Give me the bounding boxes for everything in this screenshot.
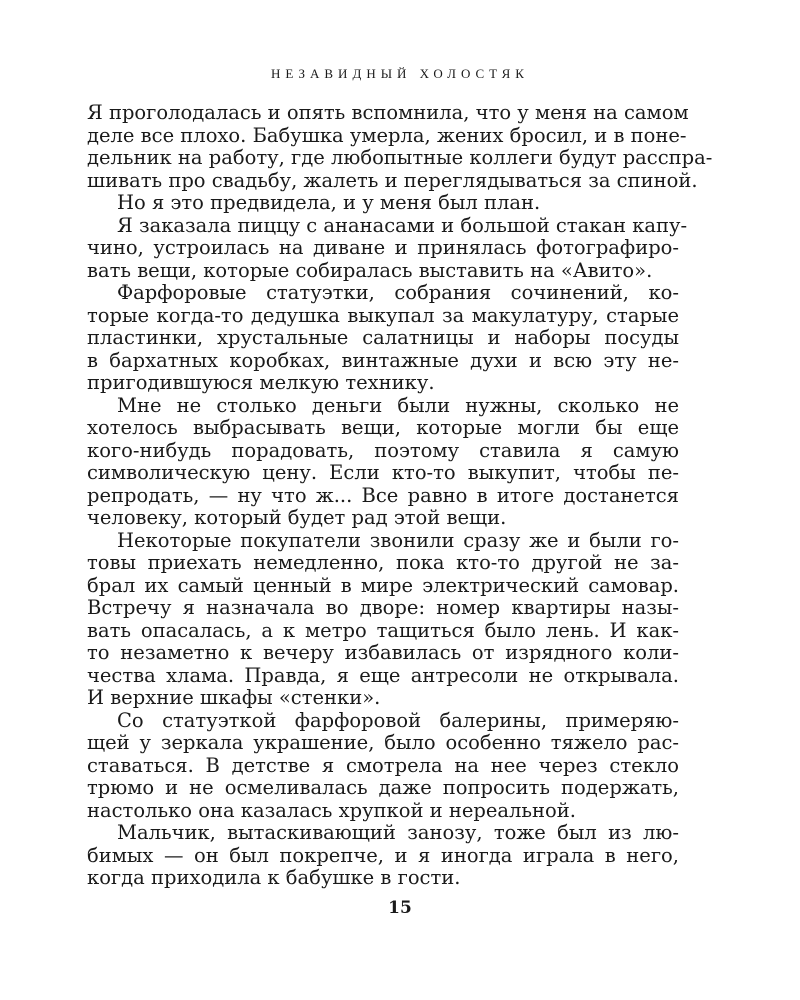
page-number: 15 (388, 898, 412, 918)
text-line: щей у зеркала украшение, было особенно тяжело рас- (87, 731, 679, 754)
text-line: ставаться. В детстве я смотрела на нее через стекло (87, 753, 679, 777)
running-head: НЕЗАВИДНЫЙ ХОЛОСТЯК (271, 66, 529, 81)
text-line: кого-нибудь порадовать, поэтому ставила я самую (87, 438, 679, 462)
text-line: Некоторые покупатели звонили сразу же и были го- (117, 528, 679, 552)
text-line: вать вещи, которые собиралась выставить на «Авито». (87, 258, 653, 282)
text-line: пригодившуюся мелкую технику. (87, 371, 435, 394)
text-line: Со статуэткой фарфоровой балерины, примеряю- (117, 708, 679, 732)
text-line: Мне не столько деньги были нужны, сколько не (117, 393, 679, 417)
text-line: Мальчик, вытаскивающий занозу, тоже был из лю- (117, 821, 679, 844)
text-line: вать опасалась, а к метро тащиться было лень. И как- (87, 618, 679, 642)
text-line: торые когда-то дедушка выкупал за макулатуру, старые (87, 303, 679, 327)
text-line: И верхние шкафы «стенки». (87, 686, 381, 709)
text-line: Фарфоровые статуэтки, собрания сочинений, ко- (117, 281, 679, 304)
body-text (87, 101, 713, 890)
text-line: Но я это предвидела, и у меня был план. (117, 191, 541, 214)
text-line: Я проголодалась и опять вспомнила, что у меня на самом (87, 101, 689, 124)
text-line: брал их самый ценный в мире электрический самовар. (87, 573, 679, 597)
text-line: шивать про свадьбу, жалеть и переглядываться за спиной. (87, 168, 698, 192)
text-line: репродать, — ну что ж... Все равно в итоге достанется (87, 483, 679, 507)
text-line: чества хлама. Правда, я еще антресоли не открывала. (87, 663, 679, 687)
text-line: Я заказала пиццу с ананасами и большой стакан капу- (117, 213, 688, 237)
text-line: товы приехать немедленно, пока кто-то другой не за- (87, 551, 679, 574)
text-line: дельник на работу, где любопытные коллеги будут расспра- (87, 146, 713, 169)
text-line: символическую цену. Если кто-то выкупит, чтобы пе- (87, 461, 679, 484)
text-line: чино, устроилась на диване и принялась фотографиро- (87, 236, 679, 259)
text-line: хотелось выбрасывать вещи, которые могли бы еще (87, 416, 679, 439)
text-line: когда приходила к бабушке в гости. (87, 866, 461, 889)
text-line: человеку, который будет рад этой вещи. (87, 506, 507, 529)
text-line: пластинки, хрустальные салатницы и наборы посуды (87, 326, 679, 349)
text-line: в бархатных коробках, винтажные духи и всю эту не- (87, 348, 679, 372)
text-line: деле все плохо. Бабушка умерла, жених бросил, и в поне- (87, 123, 687, 147)
text-line: бимых — он был покрепче, и я иногда играла в него, (87, 843, 679, 867)
text-line: настолько она казалась хрупкой и нереальной. (87, 798, 576, 822)
text-line: трюмо и не осмеливалась даже попросить подержать, (87, 776, 679, 799)
text-line: то незаметно к вечеру избавилась от изрядного коли- (87, 641, 679, 664)
text-line: Встречу я назначала во дворе: номер квартиры назы- (87, 596, 679, 619)
